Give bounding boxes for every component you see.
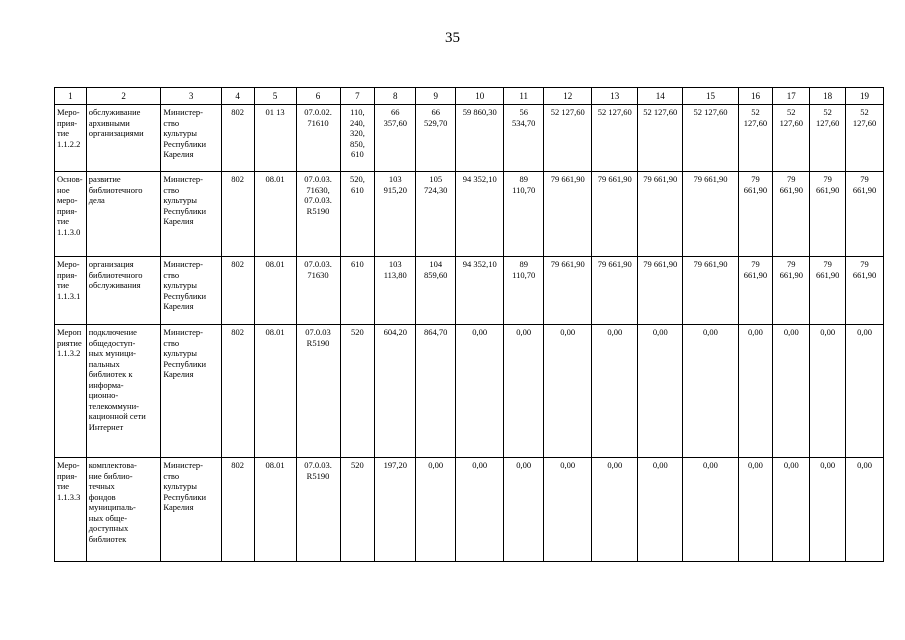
- value-cell: 0,00: [544, 325, 592, 458]
- value-cell: 0,00: [773, 325, 810, 458]
- value-cell: 0,00: [773, 458, 810, 562]
- value-cell: 79 661,90: [810, 257, 846, 325]
- value-cell: 01 13: [254, 105, 296, 172]
- measure-code-cell: Мероп риятие 1.1.3.2: [55, 325, 87, 458]
- value-cell: 0,00: [592, 325, 638, 458]
- value-cell: 52 127,60: [544, 105, 592, 172]
- value-cell: 520: [340, 458, 375, 562]
- value-cell: 07.0.03. 71630, 07.0.03. R5190: [296, 172, 340, 257]
- header-cell: 3: [161, 88, 221, 105]
- value-cell: 66 529,70: [416, 105, 456, 172]
- header-cell: 5: [254, 88, 296, 105]
- header-cell: 9: [416, 88, 456, 105]
- table-row: [55, 325, 884, 458]
- value-cell: 103 915,20: [375, 172, 416, 257]
- value-cell: 0,00: [592, 458, 638, 562]
- value-cell: 802: [221, 325, 254, 458]
- value-cell: 08.01: [254, 458, 296, 562]
- value-cell: 79 661,90: [638, 257, 683, 325]
- value-cell: 110, 240, 320, 850, 610: [340, 105, 375, 172]
- table-row: [55, 105, 884, 172]
- measure-code-cell: Меро- прия- тие 1.1.3.3: [55, 458, 87, 562]
- value-cell: 0,00: [416, 458, 456, 562]
- header-cell: 1: [55, 88, 87, 105]
- value-cell: 0,00: [810, 325, 846, 458]
- table-row: [55, 257, 884, 325]
- value-cell: 52 127,60: [683, 105, 738, 172]
- executor-cell: Министер- ство культуры Республики Карелия: [161, 325, 221, 458]
- header-cell: 18: [810, 88, 846, 105]
- value-cell: 0,00: [810, 458, 846, 562]
- value-cell: 89 110,70: [504, 172, 544, 257]
- value-cell: 07.0.03. R5190: [296, 458, 340, 562]
- measure-name-cell: организация библиотечного обслуживания: [86, 257, 161, 325]
- executor-cell: Министер- ство культуры Республики Карелия: [161, 172, 221, 257]
- value-cell: 0,00: [638, 325, 683, 458]
- value-cell: 610: [340, 257, 375, 325]
- value-cell: 79 661,90: [544, 172, 592, 257]
- value-cell: 802: [221, 257, 254, 325]
- value-cell: 08.01: [254, 257, 296, 325]
- value-cell: 0,00: [504, 458, 544, 562]
- value-cell: 197,20: [375, 458, 416, 562]
- value-cell: 08.01: [254, 172, 296, 257]
- value-cell: 0,00: [544, 458, 592, 562]
- executor-cell: Министер- ство культуры Республики Карелия: [161, 458, 221, 562]
- value-cell: 520, 610: [340, 172, 375, 257]
- value-cell: 604,20: [375, 325, 416, 458]
- measure-name-cell: развитие библиотечного дела: [86, 172, 161, 257]
- value-cell: 79 661,90: [592, 172, 638, 257]
- table-row: [55, 172, 884, 257]
- value-cell: 52 127,60: [738, 105, 773, 172]
- measure-name-cell: обслуживание архивными организациями: [86, 105, 161, 172]
- value-cell: 0,00: [504, 325, 544, 458]
- measure-name-cell: комплектова- ние библио- течных фондов муниципаль- ных обще- доступных библиотек: [86, 458, 161, 562]
- value-cell: 52 127,60: [773, 105, 810, 172]
- value-cell: 94 352,10: [456, 257, 504, 325]
- value-cell: 52 127,60: [638, 105, 683, 172]
- value-cell: 0,00: [683, 458, 738, 562]
- value-cell: 79 661,90: [773, 172, 810, 257]
- header-cell: 14: [638, 88, 683, 105]
- value-cell: 56 534,70: [504, 105, 544, 172]
- measure-code-cell: Основ- ное меро- прия- тие 1.1.3.0: [55, 172, 87, 257]
- value-cell: 08.01: [254, 325, 296, 458]
- value-cell: 52 127,60: [592, 105, 638, 172]
- value-cell: 104 859,60: [416, 257, 456, 325]
- measure-code-cell: Меро- прия- тие 1.1.3.1: [55, 257, 87, 325]
- header-cell: 15: [683, 88, 738, 105]
- value-cell: 802: [221, 172, 254, 257]
- value-cell: 79 661,90: [683, 257, 738, 325]
- value-cell: 79 661,90: [738, 257, 773, 325]
- value-cell: 0,00: [846, 325, 884, 458]
- value-cell: 864,70: [416, 325, 456, 458]
- value-cell: 89 110,70: [504, 257, 544, 325]
- value-cell: 79 661,90: [810, 172, 846, 257]
- value-cell: 0,00: [456, 325, 504, 458]
- value-cell: 0,00: [738, 325, 773, 458]
- header-cell: 7: [340, 88, 375, 105]
- header-cell: 8: [375, 88, 416, 105]
- value-cell: 79 661,90: [544, 257, 592, 325]
- value-cell: 79 661,90: [638, 172, 683, 257]
- value-cell: 79 661,90: [773, 257, 810, 325]
- executor-cell: Министер- ство культуры Республики Карелия: [161, 105, 221, 172]
- header-cell: 16: [738, 88, 773, 105]
- value-cell: 52 127,60: [846, 105, 884, 172]
- value-cell: 0,00: [456, 458, 504, 562]
- header-cell: 19: [846, 88, 884, 105]
- value-cell: 79 661,90: [592, 257, 638, 325]
- header-cell: 13: [592, 88, 638, 105]
- header-cell: 11: [504, 88, 544, 105]
- header-cell: 4: [221, 88, 254, 105]
- value-cell: 79 661,90: [738, 172, 773, 257]
- value-cell: 0,00: [846, 458, 884, 562]
- value-cell: 802: [221, 458, 254, 562]
- value-cell: 07.0.03 R5190: [296, 325, 340, 458]
- value-cell: 52 127,60: [810, 105, 846, 172]
- value-cell: 520: [340, 325, 375, 458]
- page-number: 35: [445, 30, 460, 46]
- value-cell: 79 661,90: [846, 257, 884, 325]
- header-cell: 6: [296, 88, 340, 105]
- value-cell: 0,00: [638, 458, 683, 562]
- header-row: [55, 88, 884, 105]
- value-cell: 07.0.03. 71630: [296, 257, 340, 325]
- executor-cell: Министер- ство культуры Республики Карелия: [161, 257, 221, 325]
- budget-table: [54, 87, 884, 562]
- measure-code-cell: Меро- прия- тие 1.1.2.2: [55, 105, 87, 172]
- header-cell: 12: [544, 88, 592, 105]
- header-cell: 17: [773, 88, 810, 105]
- header-cell: 10: [456, 88, 504, 105]
- value-cell: 79 661,90: [683, 172, 738, 257]
- value-cell: 0,00: [683, 325, 738, 458]
- value-cell: 07.0.02. 71610: [296, 105, 340, 172]
- value-cell: 105 724,30: [416, 172, 456, 257]
- value-cell: 94 352,10: [456, 172, 504, 257]
- value-cell: 0,00: [738, 458, 773, 562]
- value-cell: 79 661,90: [846, 172, 884, 257]
- header-cell: 2: [86, 88, 161, 105]
- value-cell: 802: [221, 105, 254, 172]
- table-row: [55, 458, 884, 562]
- value-cell: 103 113,80: [375, 257, 416, 325]
- value-cell: 59 860,30: [456, 105, 504, 172]
- measure-name-cell: подключение общедоступ- ных муници- пальных библиотек к информа- ционно- телекоммуни- кационной сети Интернет: [86, 325, 161, 458]
- value-cell: 66 357,60: [375, 105, 416, 172]
